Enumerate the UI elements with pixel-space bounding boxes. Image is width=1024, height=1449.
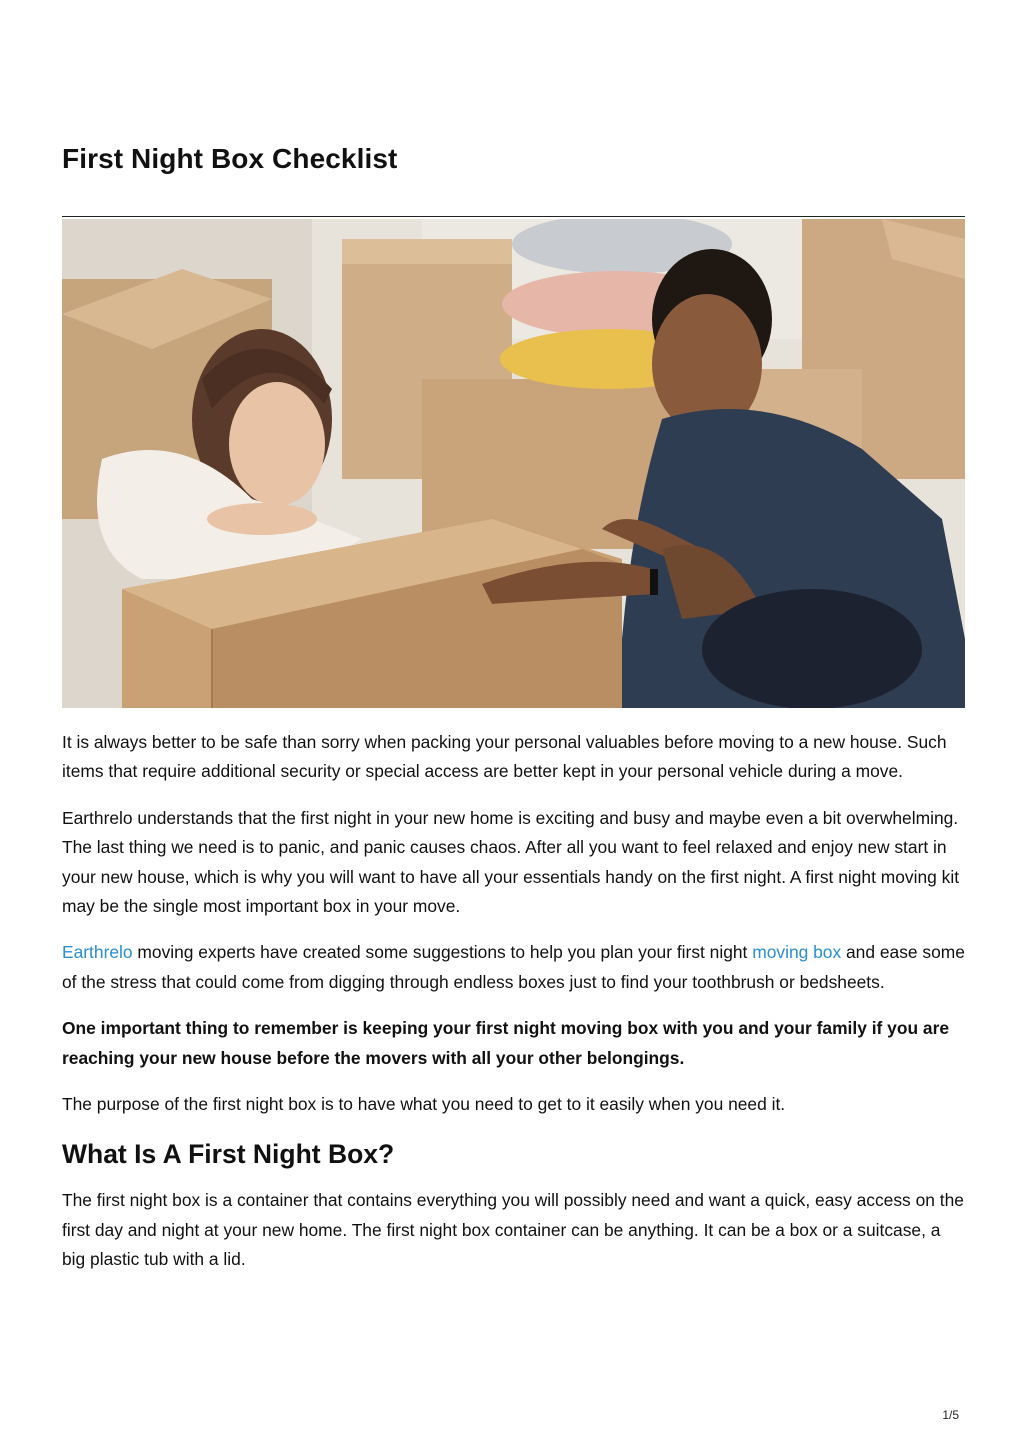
earthrelo-link[interactable]: Earthrelo <box>62 942 133 963</box>
paragraph-important-note: One important thing to remember is keeping your first night moving box with you and your family if you are reaching your new house before the movers with all your other belongings. <box>62 1018 950 1068</box>
section-paragraph: The first night box is a container that contains everything you will possibly need and want a quick, easy access on the first day and night at your new home. The first night box container can be anything. It can be a box or a suitcase, a big plastic tub with a lid. <box>62 1190 964 1270</box>
paragraph-suggestions-text-1: moving experts have created some suggestions to help you plan your first night <box>132 942 753 963</box>
paragraph-earthrelo: Earthrelo understands that the first night in your new home is exciting and busy and maybe even a bit overwhelming. The last thing we need is to panic, and panic causes chaos. After all you want to feel relaxed and enjoy new start in your new house, which is why you will want to have all your essentials handy on the first night. A first night moving kit may be the single most important box in your move. <box>62 807 960 917</box>
paragraph-purpose: The purpose of the first night box is to have what you need to get to it easily when you need it. <box>62 1094 786 1115</box>
section-heading: What Is A First Night Box? <box>62 1139 395 1170</box>
paragraph-suggestions <box>62 938 965 997</box>
photo-couple-packing-boxes-icon <box>62 219 965 708</box>
paragraph-suggestions-text-2: and ease some of the stress that could come from digging through endless boxes just to find your toothbrush or bedsheets. <box>62 942 965 992</box>
page-number: 1/5 <box>942 1408 959 1422</box>
article-body <box>62 728 965 1292</box>
page-title: First Night Box Checklist <box>62 143 398 174</box>
paragraph-intro: It is always better to be safe than sorry when packing your personal valuables before moving to a new house. Such items that require additional security or special access are better kept in your personal vehicle during a move. <box>62 732 947 782</box>
hero-image <box>62 219 965 708</box>
moving-box-link[interactable]: moving box <box>752 942 842 963</box>
title-divider <box>62 216 965 217</box>
